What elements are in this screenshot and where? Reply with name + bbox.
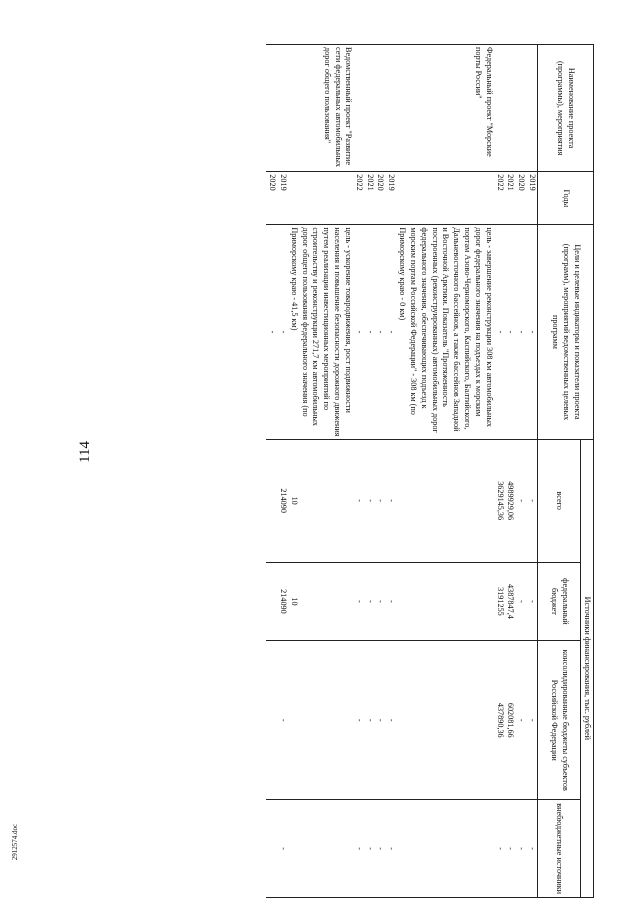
cell-federal: - xyxy=(515,562,526,641)
cell-year: 2022 xyxy=(494,172,505,225)
cell-year: 2020 xyxy=(515,172,526,225)
cell-federal xyxy=(266,562,277,641)
financing-table xyxy=(266,44,594,898)
cell-regional: - xyxy=(515,641,526,800)
cell-goal: - xyxy=(266,225,277,439)
cell-regional: - xyxy=(277,641,288,800)
page-number: 114 xyxy=(77,441,93,463)
cell-extra: - xyxy=(277,800,288,898)
cell-name xyxy=(526,45,537,172)
cell-name xyxy=(505,45,516,172)
cell-total: - xyxy=(526,439,537,562)
cell-total: - xyxy=(515,439,526,562)
cell-regional xyxy=(288,641,353,800)
cell-name xyxy=(515,45,526,172)
cell-federal: - xyxy=(375,562,386,641)
cell-name xyxy=(364,45,375,172)
cell-federal: 3191255 xyxy=(494,562,505,641)
table-row xyxy=(396,45,493,898)
cell-extra xyxy=(266,800,277,898)
cell-name xyxy=(266,45,277,172)
cell-regional xyxy=(266,641,277,800)
header-name: Наименование проекта (программы), мероприятия xyxy=(538,45,594,172)
cell-total xyxy=(266,439,277,562)
cell-year: 2019 xyxy=(385,172,396,225)
cell-federal: 4387847,4 xyxy=(505,562,516,641)
header-years: Годы xyxy=(538,172,594,225)
cell-regional: - xyxy=(364,641,375,800)
rotated-table-container xyxy=(51,44,594,898)
cell-total: - xyxy=(375,439,386,562)
header-sources: Источники финансирования, тыс. рублей xyxy=(581,439,594,897)
cell-goal: - xyxy=(505,225,516,439)
header-federal: федеральный бюджет xyxy=(538,562,581,641)
cell-extra: - xyxy=(364,800,375,898)
cell-regional: - xyxy=(353,641,364,800)
cell-extra: - xyxy=(375,800,386,898)
cell-year: 2021 xyxy=(505,172,516,225)
cell-goal: - xyxy=(385,225,396,439)
cell-year: 2020 xyxy=(375,172,386,225)
cell-extra: - xyxy=(385,800,396,898)
cell-federal: - xyxy=(353,562,364,641)
cell-year xyxy=(396,172,493,225)
footer-doc-id: 2912574.doc xyxy=(11,823,19,861)
cell-total: 3629145,36 xyxy=(494,439,505,562)
cell-total: 10 xyxy=(288,439,353,562)
table-row xyxy=(266,45,277,898)
cell-goal: - xyxy=(526,225,537,439)
cell-year: 2021 xyxy=(364,172,375,225)
cell-name: Федеральный проект "Морские порты России" xyxy=(396,45,493,172)
cell-goal: - xyxy=(494,225,505,439)
table-row xyxy=(526,45,537,898)
cell-goal: - xyxy=(277,225,288,439)
table-row xyxy=(515,45,526,898)
cell-goal: цель - ускорение товародвижения, рост подвижности населения и повышение безопасности дорожного движения путем реализации инвестиционных мероприятий по строительству и реконструкции 271,7 км автомобильных дорог общего пользования федерального значения (по Приморскому краю - 41,5 км) xyxy=(288,225,353,439)
cell-goal: - xyxy=(515,225,526,439)
cell-regional: 437890,36 xyxy=(494,641,505,800)
cell-total: 214090 xyxy=(277,439,288,562)
cell-year: 2022 xyxy=(353,172,364,225)
cell-year: 2019 xyxy=(526,172,537,225)
cell-year: 2019 xyxy=(277,172,288,225)
cell-name: Ведомственный проект "Развитие сети федеральных автомобильных дорог общего пользования" xyxy=(288,45,353,172)
table-row xyxy=(375,45,386,898)
cell-extra: - xyxy=(494,800,505,898)
cell-federal: 214090 xyxy=(277,562,288,641)
table-row xyxy=(277,45,288,898)
table-row xyxy=(288,45,353,898)
cell-federal xyxy=(396,562,493,641)
cell-extra: - xyxy=(505,800,516,898)
cell-goal: цель - завершение реконструкции 308 км автомобильных дорог федерального значения на подъездах к морским портам Азово-Черноморского, Каспийского, Балтийского, Дальневосточного бассейнов, а также бассейнов Западной и Восточной Арктики. Показатель "Протяженность построенных (реконструированных) автомобильных дорог федерального значения, обеспечивающих подъезд к морским портам Российской Федерации" - 308 км (по Приморскому краю - 0 км) xyxy=(396,225,493,439)
cell-federal: - xyxy=(364,562,375,641)
cell-regional: - xyxy=(385,641,396,800)
cell-extra: - xyxy=(526,800,537,898)
table-row xyxy=(364,45,375,898)
table-row xyxy=(505,45,516,898)
cell-federal: - xyxy=(526,562,537,641)
header-regional: консолидированные бюджеты субъектов Российской Федерации xyxy=(538,641,581,800)
cell-total: - xyxy=(353,439,364,562)
cell-year xyxy=(288,172,353,225)
cell-name xyxy=(385,45,396,172)
cell-regional xyxy=(396,641,493,800)
cell-extra xyxy=(396,800,493,898)
cell-federal: - xyxy=(385,562,396,641)
cell-federal: 10 xyxy=(288,562,353,641)
cell-goal: - xyxy=(353,225,364,439)
header-total: всего xyxy=(538,439,581,562)
cell-total: 4989929,06 xyxy=(505,439,516,562)
cell-extra: - xyxy=(353,800,364,898)
cell-regional: - xyxy=(526,641,537,800)
table-row xyxy=(385,45,396,898)
cell-goal: - xyxy=(364,225,375,439)
cell-extra: - xyxy=(515,800,526,898)
cell-regional: - xyxy=(375,641,386,800)
cell-total: - xyxy=(385,439,396,562)
cell-total: - xyxy=(364,439,375,562)
cell-name xyxy=(277,45,288,172)
cell-regional: 602081,66 xyxy=(505,641,516,800)
cell-extra xyxy=(288,800,353,898)
cell-year: 2020 xyxy=(266,172,277,225)
cell-name xyxy=(494,45,505,172)
cell-goal: - xyxy=(375,225,386,439)
cell-name xyxy=(353,45,364,172)
header-goals: Цели и целевые индикаторы и показатели проекта (программ), мероприятий ведомственных целевых программ xyxy=(538,225,594,439)
table-row xyxy=(353,45,364,898)
cell-total xyxy=(396,439,493,562)
header-extra: внебюджетные источники xyxy=(538,800,581,898)
table-row xyxy=(494,45,505,898)
cell-name xyxy=(375,45,386,172)
